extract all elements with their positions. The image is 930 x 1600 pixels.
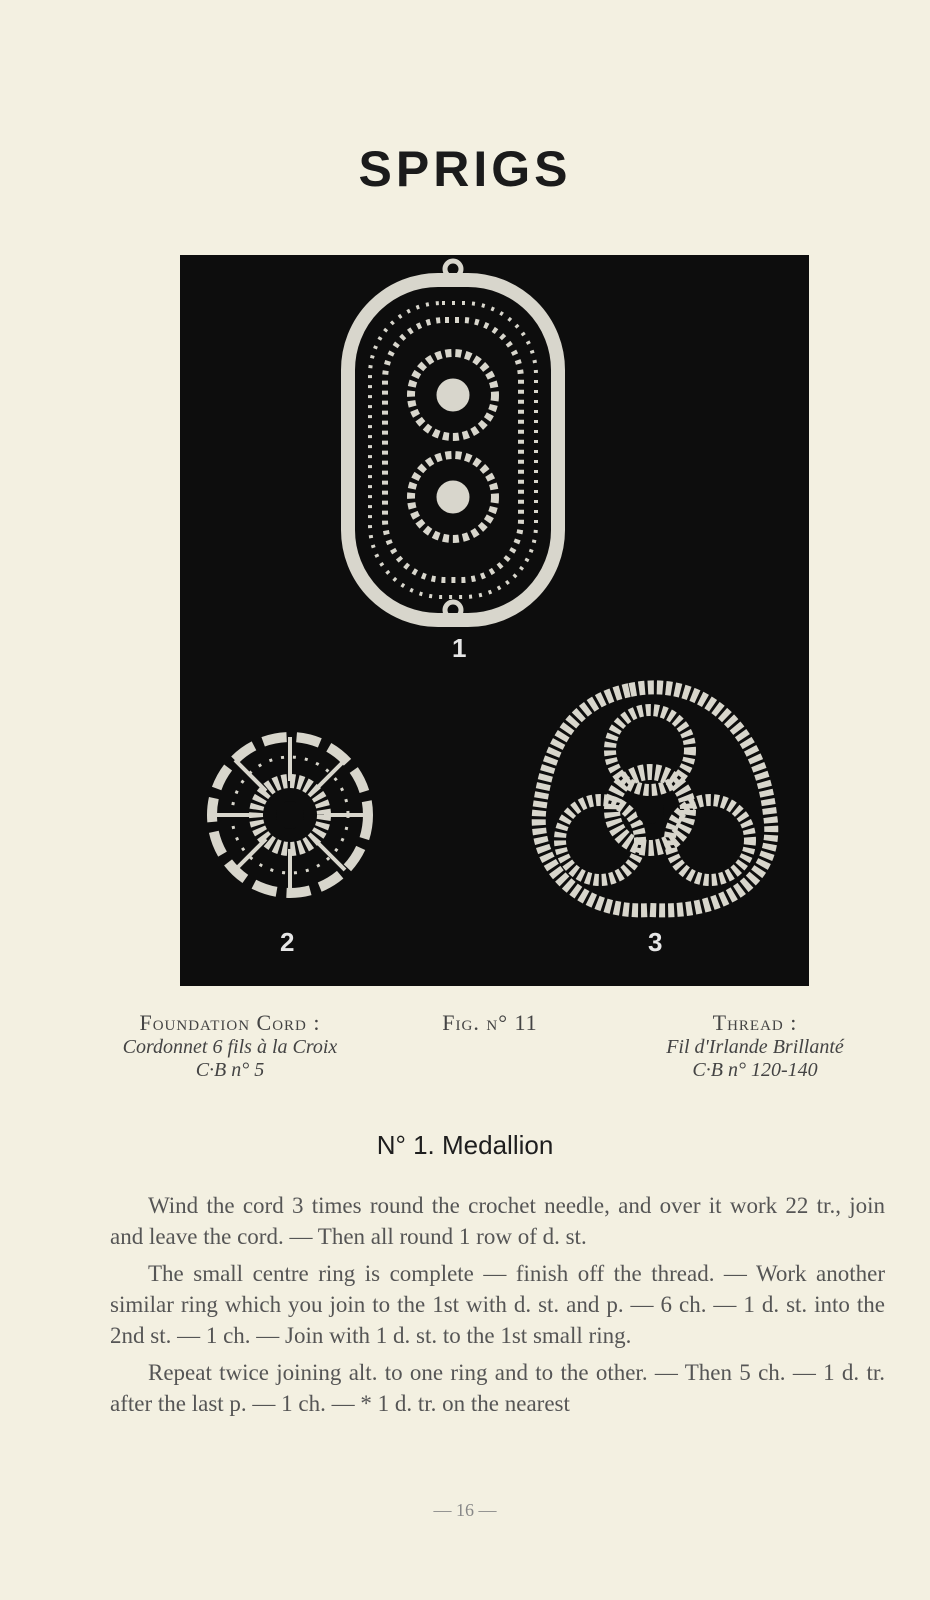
figure-label-3: 3 — [648, 927, 663, 957]
foundation-cord-name: Cordonnet 6 fils à la Croix — [122, 1036, 338, 1058]
section-heading: N° 1. Medallion — [376, 1130, 554, 1160]
thread-number: C·B n° 120-140 — [692, 1059, 818, 1081]
paragraph-3: Repeat twice joining alt. to one ring and to the other. — Then 5 ch. — 1 d. tr. after the last p. — 1 ch. — * 1 d. tr. on the nearest — [110, 1360, 885, 1416]
foundation-cord-number: C·B n° 5 — [195, 1059, 265, 1081]
crochet-plate-image — [180, 255, 809, 986]
figure-number: Fig. n° 11 — [442, 1010, 538, 1035]
figure-label-2: 2 — [280, 927, 295, 957]
thread-name: Fil d'Irlande Brillanté — [666, 1036, 844, 1058]
paragraph-2: The small centre ring is complete — finish off the thread. — Work another similar ring which you join to the 1st with d. st. and p. — 6 ch. — 1 d. st. into the 2nd st. — 1 ch. — Join with 1 d. st. to the 1st small ring. — [110, 1261, 885, 1348]
page-title: SPRIGS — [358, 141, 572, 197]
sprig-2-illustration — [212, 737, 368, 893]
figure-number-caption — [420, 1010, 560, 1036]
instructions-text — [110, 1190, 885, 1425]
thread-caption — [630, 1010, 880, 1082]
foundation-cord-caption — [100, 1010, 360, 1082]
foundation-cord-heading: Foundation Cord : — [139, 1010, 321, 1035]
figure-label-1: 1 — [452, 633, 467, 663]
medallion-1-illustration — [348, 261, 558, 620]
thread-heading: Thread : — [712, 1010, 798, 1035]
page-number: — 16 — — [433, 1500, 497, 1520]
sprig-3-illustration — [539, 687, 772, 910]
paragraph-1: Wind the cord 3 times round the crochet needle, and over it work 22 tr., join and leave the cord. — Then all round 1 row of d. st. — [110, 1193, 885, 1249]
